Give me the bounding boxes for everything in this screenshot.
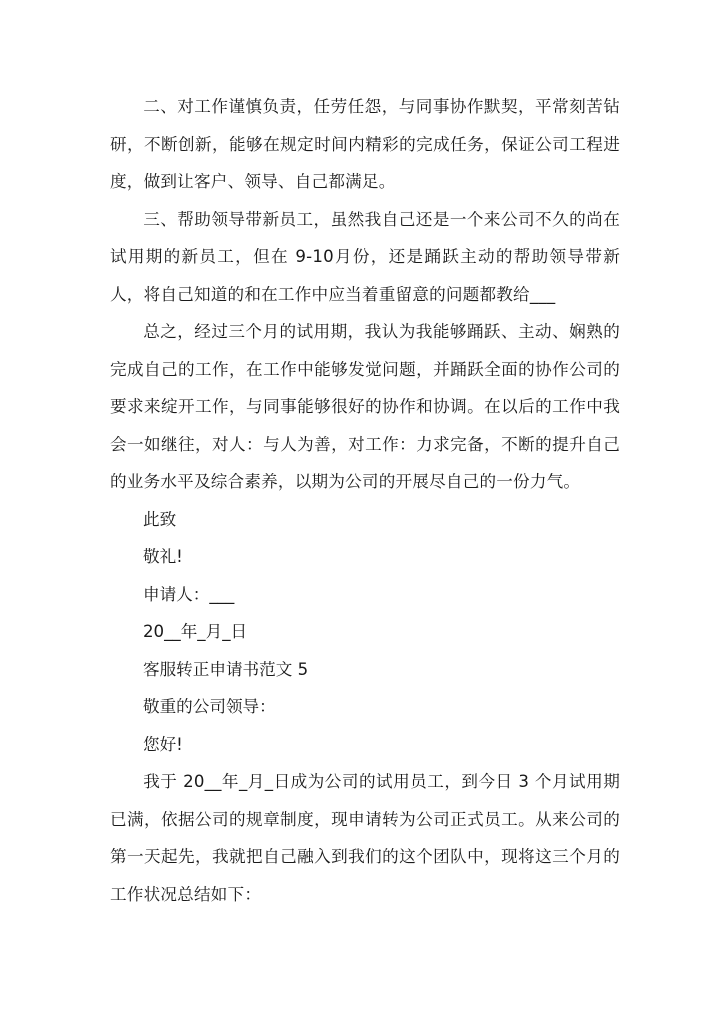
intro-paragraph: 我于 20__年_月_日成为公司的试用员工，到今日 3 个月试用期已满，依据公司的规章制度，现申请转为公司正式员工。从来公司的第一天起先，我就把自己融入到我们的这个团队中，现将这三个月的工作状况总结如下：: [110, 772, 620, 904]
greeting: 您好!: [143, 734, 183, 754]
applicant-line: 申请人：___: [143, 584, 235, 604]
closing-salute: 敬礼!: [143, 547, 183, 566]
document-body: [110, 88, 620, 913]
closing-phrase: 此致: [143, 509, 177, 529]
section-title: 客服转正申请书范文 5: [143, 659, 309, 679]
paragraph-item-2: 二、对工作谨慎负责，任劳任怨，与同事协作默契，平常刻苦钻研，不断创新，能够在规定时间内精彩的完成任务，保证公司工程进度，做到让客户、领导、自己都满足。: [110, 97, 620, 191]
date-line: 20__年_月_日: [143, 622, 248, 641]
summary-paragraph: 总之，经过三个月的试用期，我认为我能够踊跃、主动、娴熟的完成自己的工作，在工作中能够发觉问题，并踊跃全面的协作公司的要求来绽开工作，与同事能够很好的协作和协调。在以后的工作中我会一如继往，对人：与人为善，对工作：力求完备，不断的提升自己的业务水平及综合素养，以期为公司的开展尽自己的一份力气。: [110, 322, 620, 491]
salutation: 敬重的公司领导：: [143, 697, 276, 716]
paragraph-item-3: 三、帮助领导带新员工，虽然我自己还是一个来公司不久的尚在试用期的新员工，但在 9-10月份，还是踊跃主动的帮助领导带新人，将自己知道的和在工作中应当着重留意的问题都教给___: [110, 209, 620, 304]
